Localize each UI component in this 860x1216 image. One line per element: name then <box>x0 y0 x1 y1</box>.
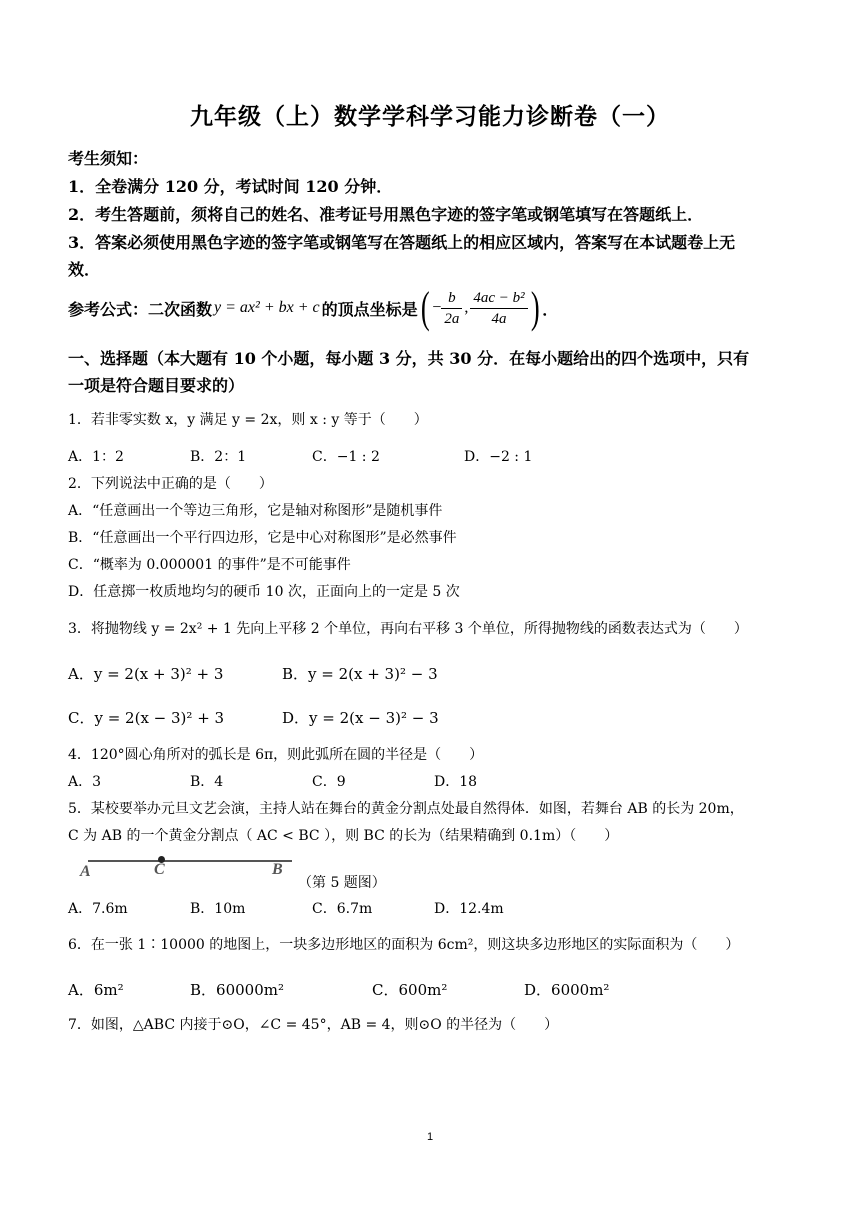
formula-suffix: ． <box>542 299 559 319</box>
question-4-option-b: B．4 <box>190 774 224 790</box>
question-5-option-a: A．7.6m <box>68 901 128 917</box>
question-1-option-c: C．−1 : 2 <box>312 449 380 465</box>
vertex-x-numerator: b <box>441 288 462 309</box>
question-4-option-a: A．3 <box>68 774 102 790</box>
question-1-option-b: B．2：1 <box>190 449 247 465</box>
question-3-option-b: B．y = 2(x + 3)² − 3 <box>282 665 438 683</box>
question-4-stem: 4．120°圆心角所对的弧长是 6π，则此弧所在圆的半径是（ ） <box>68 747 484 763</box>
section-1-heading-line-2: 一项是符合题目要求的） <box>68 376 245 395</box>
notice-item-3-line-2: 效． <box>68 260 101 279</box>
question-3-option-c: C．y = 2(x − 3)² + 3 <box>68 709 225 727</box>
question-3-option-a: A．y = 2(x + 3)² + 3 <box>68 665 224 683</box>
vertex-x-fraction <box>441 288 462 329</box>
point-a-label: A <box>80 863 91 880</box>
question-4-option-c: C．9 <box>312 774 346 790</box>
question-5-stem-line-1: 5．某校要举办元旦文艺会演，主持人站在舞台的黄金分割点处最自然得体．如图，若舞台 AB 的长为 20m， <box>68 801 744 817</box>
point-c-label: C <box>154 861 165 878</box>
question-3-option-d: D．y = 2(x − 3)² − 3 <box>282 709 439 727</box>
vertex-y-numerator: 4ac − b² <box>470 288 527 309</box>
question-6-stem: 6．在一张 1∶10000 的地图上，一块多边形地区的面积为 6cm²，则这块多边形地区的实际面积为（ ） <box>68 937 740 953</box>
question-2-option-b: B．“任意画出一个平行四边形，它是中心对称图形”是必然事件 <box>68 530 457 546</box>
vertex-x-denominator: 2a <box>444 310 460 327</box>
point-b-label: B <box>272 861 283 878</box>
question-5-stem-line-2: C 为 AB 的一个黄金分割点（ AC < BC ），则 BC 的长为（结果精确到 0.1m）（ ） <box>68 828 619 844</box>
notice-heading: 考生须知： <box>68 149 149 168</box>
question-1-stem: 1．若非零实数 x，y 满足 y = 2x，则 x : y 等于（ ） <box>68 412 428 428</box>
question-2-stem: 2．下列说法中正确的是（ ） <box>68 476 273 492</box>
question-6-option-a: A．6m² <box>68 981 124 999</box>
question-6-option-d: D．6000m² <box>524 981 610 999</box>
question-1-option-a: A．1：2 <box>68 449 124 465</box>
vertex-y-denominator: 4a <box>491 310 507 327</box>
page-title: 九年级（上）数学学科学习能力诊断卷（一） <box>190 103 670 130</box>
page-number: 1 <box>426 1131 434 1143</box>
section-1-heading-line-1: 一、选择题（本大题有 10 个小题，每小题 3 分，共 30 分．在每小题给出的四个选项中，只有 <box>68 349 750 368</box>
segment-ab-line <box>88 860 292 862</box>
question-6-option-b: B．60000m² <box>190 981 284 999</box>
question-1-option-d: D．−2 : 1 <box>464 449 533 465</box>
question-3-stem: 3．将抛物线 y = 2x² + 1 先向上平移 2 个单位，再向右平移 3 个单位，所得抛物线的函数表达式为（ ） <box>68 621 748 637</box>
question-2-option-c: C．“概率为 0.000001 的事件”是不可能事件 <box>68 557 351 573</box>
reference-formula: 参考公式：二次函数 y = ax² + bx + c 的顶点坐标是 ( − $\frac{b}{2a}$ , $\frac{\text{4ac − b²}}{4a}$ ) ． <box>68 283 559 332</box>
formula-prefix: 参考公式：二次函数 <box>68 299 213 319</box>
question-7-stem: 7．如图，△ABC 内接于⊙O，∠C = 45°，AB = 4，则⊙O 的半径为（ ） <box>68 1017 559 1033</box>
question-4-option-d: D．18 <box>434 774 478 790</box>
question-2-option-d: D．任意掷一枚质地均匀的硬币 10 次，正面向上的一定是 5 次 <box>68 584 460 600</box>
question-5-option-c: C．6.7m <box>312 901 373 917</box>
question-5-figure-caption: （第 5 题图） <box>298 875 386 891</box>
question-5-option-d: D．12.4m <box>434 901 504 917</box>
notice-item-3-line-1: 3．答案必须使用黑色字迹的签字笔或钢笔写在答题纸上的相应区域内，答案写在本试题卷上无 <box>68 233 736 252</box>
notice-item-1: 1．全卷满分 120 分，考试时间 120 分钟． <box>68 177 393 196</box>
question-6-option-c: C．600m² <box>372 981 448 999</box>
formula-middle: 的顶点坐标是 <box>321 299 418 319</box>
vertex-y-fraction <box>470 288 527 329</box>
notice-item-2: 2．考生答题前，须将自己的姓名、准考证号用黑色字迹的签字笔或钢笔填写在答题纸上． <box>68 205 704 224</box>
question-2-option-a: A．“任意画出一个等边三角形，它是轴对称图形”是随机事件 <box>68 503 443 519</box>
question-5-option-b: B．10m <box>190 901 246 917</box>
formula-function: y = ax² + bx + c <box>214 299 320 316</box>
